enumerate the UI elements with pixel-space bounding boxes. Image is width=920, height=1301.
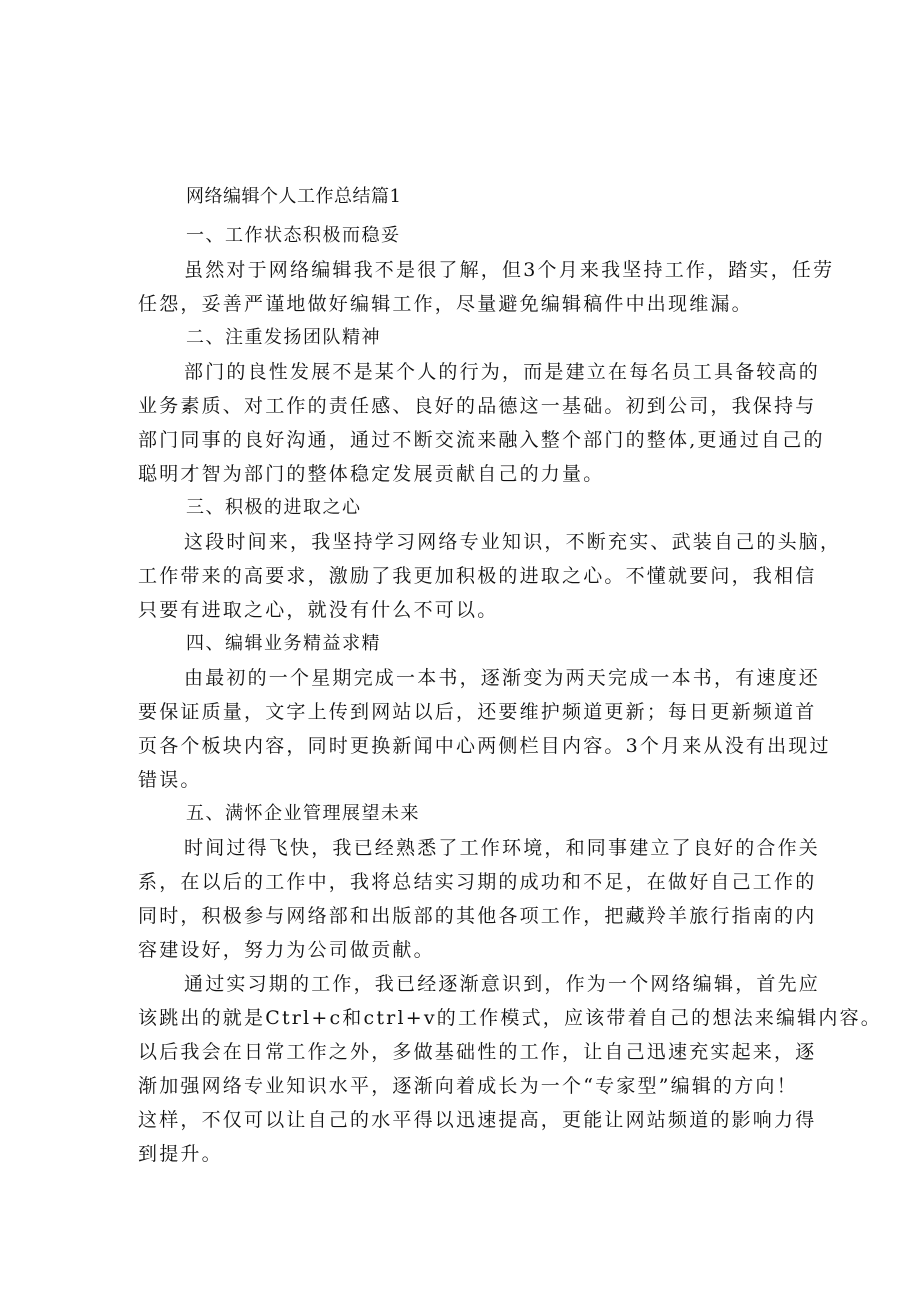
- paragraph-line: 只要有进取之心，就没有什么不可以。: [138, 599, 499, 621]
- paragraph: [138, 967, 882, 1171]
- section-heading: 一、工作状态积极而稳妥: [186, 225, 401, 246]
- paragraph-line: 这段时间来，我坚持学习网络专业知识，不断充实、武装自己的头脑，: [184, 531, 842, 553]
- section-heading: 三、积极的进取之心: [186, 497, 362, 518]
- paragraph-line: 由最初的一个星期完成一本书，逐渐变为两天完成一本书，有速度还: [184, 667, 821, 689]
- paragraph-line: 以后我会在日常工作之外，多做基础性的工作，让自己迅速充实起来，逐: [138, 1041, 817, 1063]
- paragraph-line: 要保证质量，文字上传到网站以后，还要维护频道更新；每日更新频道首: [138, 701, 817, 723]
- section-1: [138, 219, 835, 321]
- paragraph-line: 同时，积极参与网络部和出版部的其他各项工作，把藏羚羊旅行指南的内: [138, 905, 817, 927]
- section-2: [138, 321, 825, 491]
- paragraph-line: 系，在以后的工作中，我将总结实习期的成功和不足，在做好自己工作的: [138, 871, 817, 893]
- paragraph-line: 渐加强网络专业知识水平，逐渐向着成长为一个“专家型”编辑的方向！: [138, 1075, 798, 1097]
- paragraph-line: 虽然对于网络编辑我不是很了解，但3个月来我坚持工作，踏实，任劳: [184, 259, 835, 281]
- paragraph-line: 这样，不仅可以让自己的水平得以迅速提高，更能让网站频道的影响力得: [138, 1109, 817, 1131]
- paragraph-line: 聪明才智为部门的整体稳定发展贡献自己的力量。: [138, 463, 605, 485]
- section-heading: 二、注重发扬团队精神: [186, 327, 381, 348]
- paragraph: [138, 831, 821, 967]
- paragraph-line: 时间过得飞快，我已经熟悉了工作环境，和同事建立了良好的合作关: [184, 837, 821, 859]
- paragraph-line: 错误。: [138, 769, 202, 791]
- paragraph-line: 容建设好，努力为公司做贡献。: [138, 939, 435, 961]
- paragraph-line: 部门的良性发展不是某个人的行为，而是建立在每名员工具备较高的: [184, 361, 821, 383]
- section-heading: 五、满怀企业管理展望未来: [186, 803, 420, 824]
- document-body: [138, 219, 882, 1171]
- paragraph: [138, 355, 825, 491]
- section-4: [138, 627, 831, 797]
- paragraph: [138, 661, 831, 797]
- paragraph-line: 到提升。: [138, 1143, 223, 1165]
- paragraph: [138, 525, 842, 627]
- paragraph: [138, 253, 835, 321]
- paragraph-line: 该跳出的就是Ctrl+c和ctrl+v的工作模式，应该带着自己的想法来编辑内容。: [138, 1007, 882, 1029]
- paragraph-line: 工作带来的高要求，激励了我更加积极的进取之心。不懂就要问，我相信: [138, 565, 817, 587]
- section-heading: 四、编辑业务精益求精: [186, 633, 381, 654]
- paragraph-line: 任怨，妥善严谨地做好编辑工作，尽量避免编辑稿件中出现维漏。: [138, 293, 753, 315]
- paragraph-line: 部门同事的良好沟通，通过不断交流来融入整个部门的整体,更通过自己的: [138, 429, 825, 451]
- paragraph-line: 业务素质、对工作的责任感、良好的品德这一基础。初到公司，我保持与: [138, 395, 817, 417]
- section-5: [138, 797, 882, 1171]
- paragraph-line: 页各个板块内容，同时更换新闻中心两侧栏目内容。3个月来从没有出现过: [138, 735, 831, 757]
- section-3: [138, 491, 842, 627]
- document-title: 网络编辑个人工作总结篇1: [186, 186, 402, 207]
- paragraph-line: 通过实习期的工作，我已经逐渐意识到，作为一个网络编辑，首先应: [184, 973, 821, 995]
